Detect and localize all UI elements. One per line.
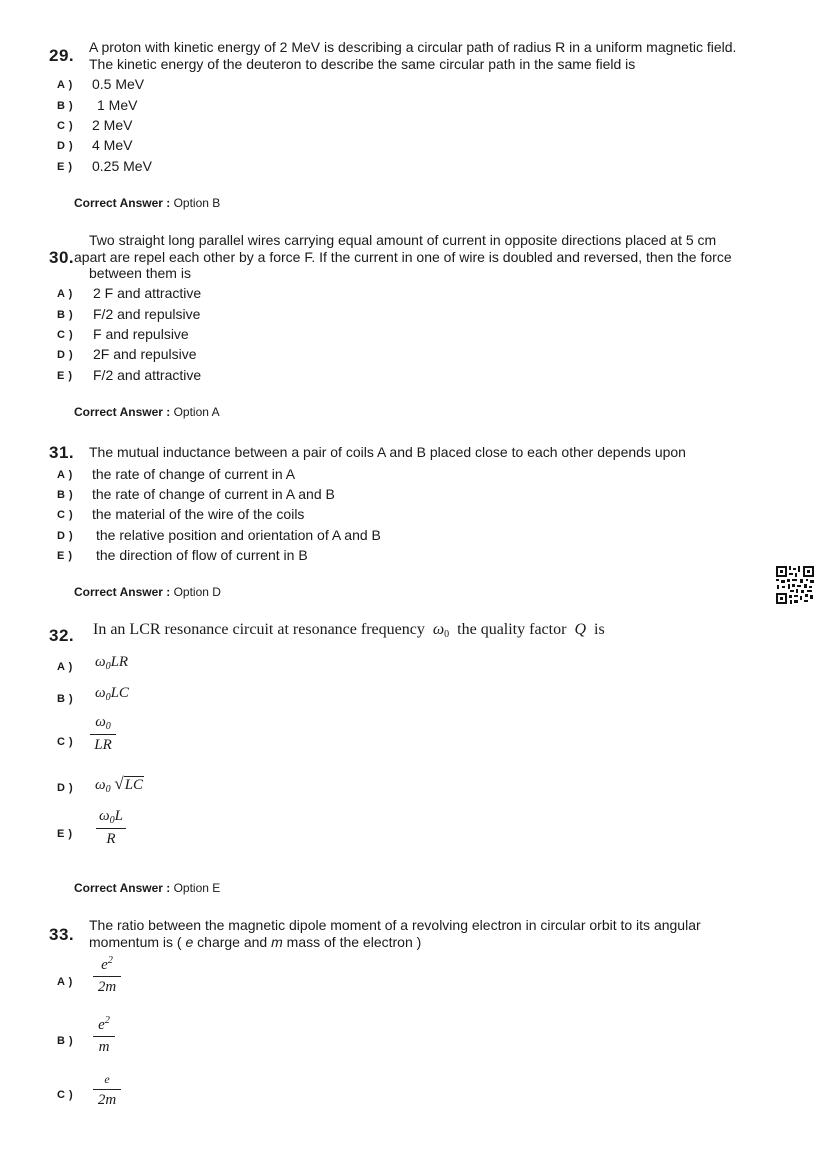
option-text: 2F and repulsive: [93, 346, 197, 362]
question-text-part: is: [594, 621, 605, 638]
question-text: [93, 621, 605, 640]
question-text-part: In an LCR resonance circuit at resonance frequency: [93, 621, 425, 638]
question-line: between them is: [89, 265, 191, 281]
question-line: The mutual inductance between a pair of coils A and B placed close to each other depends upon: [89, 444, 686, 460]
question-text-part: mass of the electron ): [286, 933, 422, 950]
correct-answer-label: Correct Answer :: [74, 585, 171, 599]
option-text: 4 MeV: [92, 137, 133, 153]
option-letter: A ): [57, 288, 73, 300]
option-formula: [95, 654, 128, 672]
sqrt-symbol: √: [114, 774, 124, 793]
correct-answer-label: Correct Answer :: [74, 196, 171, 210]
formula-text: L: [114, 808, 123, 824]
numerator: [93, 955, 121, 976]
option-letter: B ): [57, 100, 74, 112]
question-line: A proton with kinetic energy of 2 MeV is describing a circular path of radius R in a uniform magnetic field.: [89, 39, 737, 55]
qr-code-icon: [775, 565, 815, 605]
e-symbol: e: [185, 933, 194, 950]
option-letter: E ): [57, 370, 73, 382]
formula-text: LC: [110, 685, 129, 701]
fraction: [93, 955, 121, 996]
option-formula: [95, 685, 129, 703]
option-letter: C ): [57, 329, 74, 341]
correct-answer-label: Correct Answer :: [74, 405, 171, 419]
option-letter: A ): [57, 469, 73, 481]
option-text: 1 MeV: [97, 97, 138, 113]
correct-answer: [74, 881, 220, 895]
question-number: 32.: [49, 626, 75, 645]
option-text: F/2 and attractive: [93, 367, 202, 383]
option-letter: C ): [57, 736, 74, 748]
omega-symbol: ω: [95, 685, 106, 701]
question-text-part: the quality factor: [457, 621, 567, 638]
option-text: F and repulsive: [93, 326, 189, 342]
option-letter: D ): [57, 140, 74, 152]
option-text: the relative position and orientation of A and B: [96, 527, 381, 543]
question-text: [89, 917, 701, 950]
question-text-part: momentum is (: [89, 933, 182, 950]
option-text: the material of the wire of the coils: [92, 506, 305, 522]
fraction: [93, 1015, 115, 1056]
option-letter: A ): [57, 976, 73, 988]
denominator: LR: [94, 737, 112, 753]
omega-symbol: ω: [95, 777, 106, 793]
question-number: 33.: [49, 925, 75, 944]
radicand: LC: [124, 777, 144, 793]
subscript: 0: [444, 629, 450, 640]
question-text: [89, 39, 736, 72]
option-text: 2 MeV: [92, 117, 133, 133]
correct-answer-value: Option A: [173, 405, 220, 419]
question-number: 29.: [49, 46, 75, 65]
option-letter: C ): [57, 120, 74, 132]
subscript: 0: [105, 692, 111, 703]
option-text: the rate of change of current in A: [92, 466, 296, 482]
omega-symbol: ω: [95, 654, 106, 670]
option-formula: [95, 774, 144, 795]
option-letter: E ): [57, 161, 73, 173]
fraction: [96, 808, 126, 848]
option-letter: A ): [57, 661, 73, 673]
superscript: 2: [104, 1015, 110, 1026]
question-number: 30.: [49, 248, 75, 267]
e-symbol: e: [98, 1017, 105, 1033]
formula-text: LR: [110, 654, 129, 670]
question-line: The ratio between the magnetic dipole moment of a revolving electron in circular orbit to its angular: [89, 917, 701, 933]
omega-symbol: ω: [432, 621, 445, 638]
option-letter: D ): [57, 782, 74, 794]
fraction: [93, 1072, 121, 1109]
omega-symbol: ω: [95, 714, 106, 730]
correct-answer: [74, 405, 220, 419]
denominator: 2m: [97, 979, 117, 995]
question-line: apart are repel each other by a force F. If the current in one of wire is doubled and reversed, then the force: [74, 248, 732, 265]
numerator: [90, 714, 116, 734]
option-letter: E ): [57, 828, 73, 840]
question-text: [74, 232, 732, 282]
option-letter: C ): [57, 1089, 74, 1101]
question-line: Two straight long parallel wires carrying equal amount of current in opposite directions placed at 5 cm: [89, 232, 717, 248]
question-line: [89, 934, 701, 951]
correct-answer-value: Option B: [173, 196, 221, 210]
option-text: 0.5 MeV: [92, 76, 145, 92]
option-letter: D ): [57, 530, 74, 542]
denominator: R: [106, 831, 116, 847]
numerator: [96, 808, 126, 828]
superscript: 2: [107, 955, 113, 966]
correct-answer: [74, 585, 221, 599]
option-letter: B ): [57, 693, 74, 705]
correct-answer-label: Correct Answer :: [74, 881, 171, 895]
option-letter: C ): [57, 509, 74, 521]
option-text: F/2 and repulsive: [93, 306, 201, 322]
subscript: 0: [105, 661, 111, 672]
option-text: 2 F and attractive: [93, 285, 202, 301]
subscript: 0: [105, 721, 111, 732]
denominator: 2m: [97, 1092, 117, 1108]
denominator: m: [98, 1039, 110, 1055]
correct-answer-value: Option D: [173, 585, 221, 599]
e-symbol: e: [101, 957, 108, 973]
subscript: 0: [105, 784, 111, 795]
option-letter: A ): [57, 79, 73, 91]
option-text: the rate of change of current in A and B: [92, 486, 335, 502]
option-letter: B ): [57, 309, 74, 321]
option-letter: B ): [57, 1035, 74, 1047]
numerator: [93, 1015, 115, 1036]
option-text: 0.25 MeV: [92, 158, 152, 174]
question-number: 31.: [49, 443, 75, 462]
question-text-part: charge and: [197, 933, 268, 950]
numerator: e: [104, 1072, 110, 1086]
option-letter: B ): [57, 489, 74, 501]
question-text: [89, 444, 686, 461]
m-symbol: m: [271, 933, 283, 950]
option-letter: D ): [57, 349, 74, 361]
omega-symbol: ω: [99, 808, 110, 824]
correct-answer-value: Option E: [173, 881, 221, 895]
question-line: The kinetic energy of the deuteron to describe the same circular path in the same field is: [89, 55, 636, 72]
option-text: the direction of flow of current in B: [96, 547, 308, 563]
subscript: 0: [109, 815, 115, 826]
option-letter: E ): [57, 550, 73, 562]
fraction: [90, 714, 116, 754]
q-symbol: Q: [574, 621, 586, 638]
correct-answer: [74, 196, 220, 210]
